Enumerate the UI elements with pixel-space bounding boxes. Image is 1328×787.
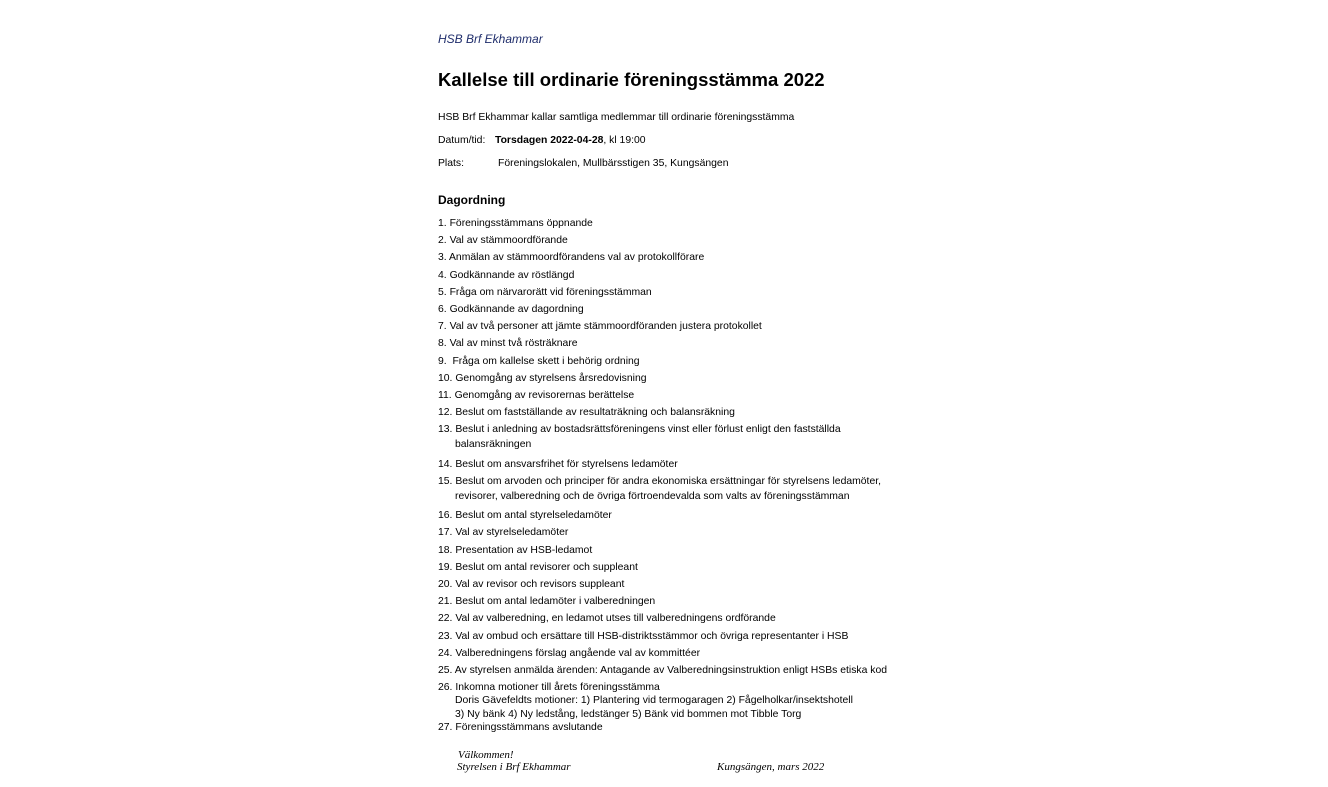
agenda-item-text: Beslut om antal revisorer och suppleant (455, 561, 638, 573)
agenda-item-text: Inkomna motioner till årets föreningsstämma (455, 682, 660, 694)
motions-line-2: 3) Ny bänk 4) Ny ledstång, ledstänger 5) Bänk vid bommen mot Tibble Torg (455, 708, 802, 720)
agenda-item-text: Val av styrelseledamöter (455, 527, 569, 539)
place-label: Plats: (438, 158, 464, 169)
agenda-item-number: 24. (438, 647, 456, 659)
agenda-item-text: Valberedningens förslag angående val av kommittéer (455, 647, 701, 659)
agenda-item-text: Fråga om kallelse skett i behörig ordning (452, 355, 640, 367)
agenda-item-text: Föreningsstämmans öppnande (449, 218, 593, 229)
agenda-item-text: Val av två personer att jämte stämmoordföranden justera protokollet (449, 321, 762, 333)
place-and-date: Kungsängen, mars 2022 (717, 761, 825, 773)
agenda-item-number: 5. (438, 286, 450, 298)
date-value: Torsdagen 2022-04-28 (495, 135, 604, 146)
agenda-item-number: 11. (438, 389, 455, 401)
agenda-item-text: Presentation av HSB-ledamot (455, 544, 593, 556)
agenda-item-text: Genomgång av styrelsens årsredovisning (455, 372, 647, 384)
agenda-item (438, 268, 887, 285)
agenda-item (438, 319, 887, 336)
agenda-item (438, 457, 887, 474)
place-value: Föreningslokalen, Mullbärsstigen 35, Kungsängen (498, 158, 729, 169)
agenda-item-text: Beslut om arvoden och principer för andra ekonomiska ersättningar för styrelsens ledamöter, (455, 475, 881, 487)
agenda-item-text: Val av minst två rösträknare (449, 338, 578, 350)
page-title: Kallelse till ordinarie föreningsstämma 2022 (438, 69, 825, 90)
agenda-item-number: 25. (438, 664, 455, 676)
agenda-item-number: 10. (438, 372, 456, 384)
agenda-item-text: Anmälan av stämmoordförandens val av protokollförare (448, 252, 705, 264)
agenda-item (438, 336, 887, 353)
agenda-item-number: 22. (438, 613, 456, 625)
organization-name: HSB Brf Ekhammar (438, 32, 543, 46)
agenda-item-number: 3. (438, 252, 449, 264)
agenda-item (438, 354, 887, 371)
agenda-item (438, 388, 887, 405)
agenda-item-number: 27. (438, 721, 456, 733)
agenda-item (438, 285, 887, 302)
motions-line-1: Doris Gävefeldts motioner: 1) Plantering vid termogaragen 2) Fågelholkar/insektshotell (455, 695, 853, 707)
signature: Styrelsen i Brf Ekhammar (457, 761, 571, 773)
agenda-item (438, 405, 887, 422)
agenda-item-number: 1. (438, 218, 450, 229)
agenda-heading: Dagordning (438, 193, 506, 207)
agenda-item-text: Val av valberedning, en ledamot utses till valberedningens ordförande (455, 613, 776, 625)
agenda-item-text: Genomgång av revisorernas berättelse (454, 389, 635, 401)
agenda-item (438, 233, 887, 250)
agenda-item (438, 474, 887, 508)
agenda-item (438, 611, 887, 628)
agenda-item (438, 422, 887, 456)
agenda-item (438, 543, 887, 560)
agenda-item-number: 6. (438, 303, 450, 315)
agenda-item-number: 9. (438, 355, 453, 367)
agenda-item (438, 681, 887, 734)
agenda-item-number: 7. (438, 321, 450, 333)
agenda-item (438, 508, 887, 525)
agenda-item (438, 560, 887, 577)
agenda-item (438, 250, 887, 267)
agenda-item-text: Av styrelsen anmälda ärenden: Antagande av Valberedningsinstruktion enligt HSBs etiska kod (454, 664, 888, 676)
agenda-item-number: 15. (438, 475, 456, 487)
agenda-item-number: 17. (438, 527, 456, 539)
agenda-item (438, 525, 887, 542)
agenda-item-text: Fråga om närvarorätt vid föreningsstämman (449, 286, 652, 298)
agenda-item (438, 302, 887, 319)
agenda-item-text: Beslut om fastställande av resultaträkning och balansräkning (455, 407, 735, 419)
agenda-item-number: 18. (438, 544, 456, 556)
agenda-item-number: 16. (438, 510, 456, 522)
date-label: Datum/tid: (438, 135, 486, 146)
agenda-item-text: Godkännande av röstlängd (449, 269, 575, 281)
agenda-item-number: 19. (438, 561, 456, 573)
agenda-item (438, 594, 887, 611)
meeting-place-row (438, 158, 728, 169)
agenda-item-number: 4. (438, 269, 450, 281)
agenda-item-number: 20. (438, 578, 456, 590)
agenda-item-continuation: revisorer, valberedning och de övriga förtroendevalda som valts av föreningsstämman (455, 490, 850, 502)
agenda-item (438, 663, 887, 680)
agenda-item-continuation: balansräkningen (455, 439, 532, 451)
agenda-item-text: Val av stämmoordförande (449, 235, 568, 247)
welcome-text: Välkommen! (458, 749, 514, 761)
agenda-item (438, 646, 887, 663)
agenda-item-text: Godkännande av dagordning (449, 303, 584, 315)
agenda-item-number: 14. (438, 458, 456, 470)
intro-text: HSB Brf Ekhammar kallar samtliga medlemmar till ordinarie föreningsstämma (438, 112, 795, 123)
agenda-item-number: 23. (438, 630, 456, 642)
agenda-item (438, 629, 887, 646)
agenda-item-number: 2. (438, 235, 450, 247)
agenda-item (438, 216, 887, 233)
agenda-list (438, 216, 887, 734)
agenda-item-text: Val av ombud och ersättare till HSB-distriktsstämmor och övriga representanter i HSB (455, 630, 849, 642)
meeting-date-row (438, 135, 646, 146)
time-value: , kl 19:00 (603, 135, 646, 146)
agenda-item-number: 21. (438, 596, 456, 608)
agenda-item-text: Beslut om antal styrelseledamöter (455, 510, 612, 522)
agenda-item-text: Val av revisor och revisors suppleant (455, 578, 625, 590)
agenda-item-number: 13. (438, 424, 456, 436)
agenda-item-number: 12. (438, 407, 456, 419)
agenda-item-text: Beslut om ansvarsfrihet för styrelsens ledamöter (455, 458, 678, 470)
agenda-item-text: Beslut i anledning av bostadsrättsföreningens vinst eller förlust enligt den fastställda (455, 424, 841, 436)
agenda-item (438, 577, 887, 594)
agenda-item-number: 26. (438, 682, 456, 694)
agenda-item (438, 371, 887, 388)
agenda-item-text: Beslut om antal ledamöter i valberedningen (455, 596, 656, 608)
agenda-item-number: 8. (438, 338, 450, 350)
agenda-item-text: Föreningsstämmans avslutande (455, 721, 603, 733)
